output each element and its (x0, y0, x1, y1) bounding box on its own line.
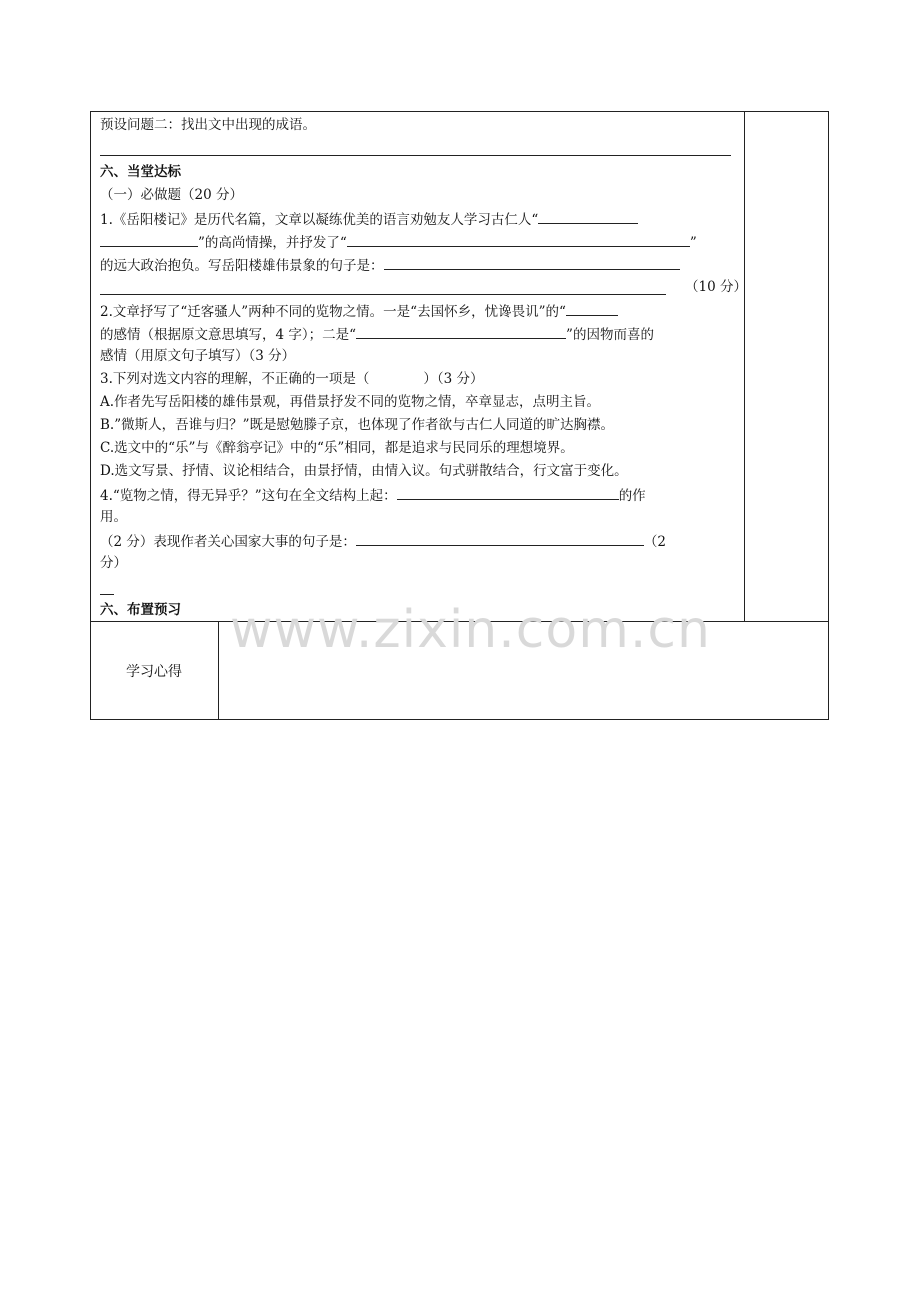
notes-label: 学习心得 (126, 664, 182, 680)
blank[interactable] (347, 230, 690, 247)
column-divider-label (218, 622, 219, 720)
subsection-heading: （一）必做题（20 分） (100, 187, 243, 203)
blank[interactable] (397, 483, 619, 500)
q3-option-a[interactable]: A.作者先写岳阳楼的雄伟景观，再借景抒发不同的览物之情，卒章显志，点明主旨。 (100, 394, 601, 410)
answer-line (100, 294, 666, 295)
section-heading-2: 六、布置预习 (100, 602, 181, 618)
q1-line-2: ”的高尚情操，并抒发了“ ” (100, 230, 697, 255)
q4-line-3: （2 分）表现作者关心国家大事的句子是： （2 (100, 529, 666, 554)
q4-line-1: 4.“览物之情，得无异乎？”这句在全文结构上起： 的作 (100, 483, 646, 508)
q4-line-4: 分） (100, 555, 127, 571)
q3-option-b[interactable]: B.”微斯人，吾谁与归？”既是慰勉滕子京，也体现了作者欲与古仁人同道的旷达胸襟。 (100, 417, 615, 433)
q2-line-3: 感情（用原文句子填写）（3 分） (100, 348, 296, 364)
q4-line-2: 用。 (100, 509, 127, 525)
q2-line-2: 的感情（根据原文意思填写，4 字）；二是“ ”的因物而喜的 (100, 322, 654, 347)
q1-score: （10 分） (685, 279, 747, 295)
q3-stem: 3.下列对选文内容的理解，不正确的一项是（ ）（3 分） (100, 371, 484, 387)
column-divider-right (744, 111, 745, 622)
answer-line (100, 155, 731, 156)
blank[interactable] (384, 253, 680, 270)
blank[interactable] (100, 230, 198, 247)
short-rule (100, 594, 114, 595)
blank[interactable] (538, 207, 638, 224)
blank[interactable] (566, 299, 618, 316)
q3-option-d[interactable]: D.选文写景、抒情、议论相结合，由景抒情，由情入议。句式骈散结合，行文富于变化。 (100, 463, 628, 479)
q3-option-c[interactable]: C.选文中的“乐”与《醉翁亭记》中的“乐”相同，都是追求与民同乐的理想境界。 (100, 440, 574, 456)
blank[interactable] (356, 529, 644, 546)
section-heading: 六、当堂达标 (100, 164, 181, 180)
q2-line-1: 2.文章抒写了“迁客骚人”两种不同的览物之情。一是“去国怀乡，忧谗畏讥”的“ (100, 299, 618, 324)
q1-line-1: 1.《岳阳楼记》是历代名篇，文章以凝练优美的语言劝勉友人学习古仁人“ (100, 207, 638, 232)
blank[interactable] (356, 322, 566, 339)
watermark: www.zixin.com.cn (230, 600, 711, 660)
q1-line-3: 的远大政治抱负。写岳阳楼雄伟景象的句子是： (100, 253, 680, 278)
preset-question: 预设问题二：找出文中出现的成语。 (100, 117, 316, 133)
